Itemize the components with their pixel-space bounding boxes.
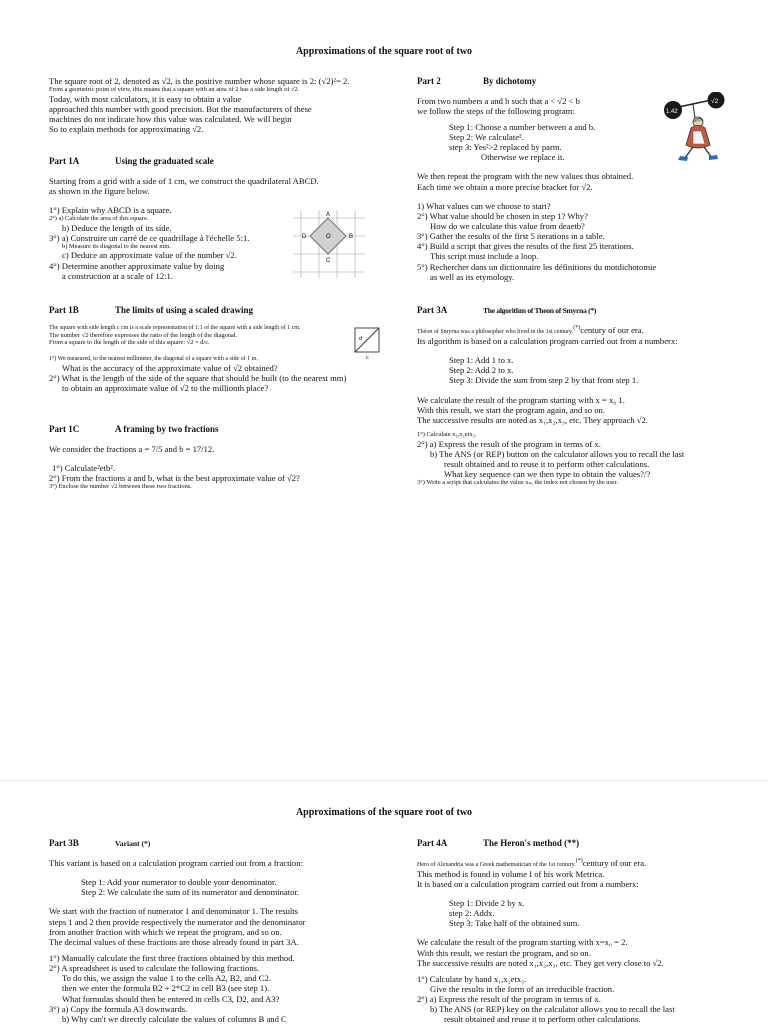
text-line: We consider the fractions a = 7/5 and b = 17/12. [49, 443, 215, 454]
part-number: Part 3B [49, 838, 79, 848]
vertex-label-d: D [302, 234, 307, 240]
question: as well as its etymology. [430, 271, 515, 282]
text-line: We then repeat the program with the new values thus obtained. [417, 171, 634, 182]
question: b) Deduce the length of its side. [62, 222, 172, 233]
question: 1°) Calculate by hand x₁,x₂etx₃. [417, 973, 527, 984]
part-title: The algorithm of Theon of Smyrna (*) [483, 306, 597, 315]
text-fragment: century of our era. [582, 857, 647, 868]
question: 5°) Rechercher dans un dictionnaire les définitions du motdichotomie [417, 261, 657, 272]
question: 1°) Manually calculate the first three fractions obtained by this method. [49, 952, 295, 963]
part-title: A framing by two fractions [115, 424, 219, 434]
question: What is the accuracy of the approximate value of √2 obtained? [62, 362, 278, 373]
text-line: steps 1 and 2 then provide respectively the numerator and the denominator [49, 916, 306, 927]
question: 2°) a) Express the result of the program in terms of x. [417, 994, 601, 1005]
question: then we enter the formula B2 + 2*C2 in cell B3 (see step 1). [62, 983, 270, 994]
text-line: With this result, we start the program again, and so on. [417, 404, 605, 415]
part-number: Part 1A [49, 156, 80, 166]
text-line: as shown in the figure below. [49, 185, 150, 196]
weight-label-left: 1.42 [666, 109, 678, 115]
page-2 [0, 780, 768, 1025]
page-title: Approximations of the square root of two [295, 46, 473, 57]
part-heading [49, 838, 306, 849]
question: What key sequence can we then type to obtain the values?/? [444, 468, 651, 479]
question: To do this, we assign the value 1 to the cells A2, B2, and C2. [62, 973, 271, 984]
part-number: Part 4A [417, 838, 448, 848]
part-heading [417, 76, 656, 87]
text-line: We start with the fraction of numerator 1 and denominator 1. The results [49, 906, 299, 917]
question: 3°) Gather the results of the first 5 iterations in a table. [417, 231, 605, 242]
text-line: we follow the steps of the following program: [417, 105, 575, 116]
part-2 [417, 76, 656, 282]
question: b) Measure its diagonal to the nearest mm. [62, 242, 171, 250]
question: 3°) a) Construire un carré de ce quadrillage à l'échelle 5:1. [49, 232, 250, 243]
part-title: Using the graduated scale [115, 156, 214, 166]
question: result obtained and to reuse it to perform other calculations. [444, 458, 650, 469]
text-line: From two numbers a and b such that a < √2 < b [417, 95, 580, 106]
question: c) Deduce an approximate value of the number √2. [62, 250, 237, 261]
weightlifter-illustration [660, 92, 742, 164]
intro-line: The square root of 2, denoted as √2, is the positive number whose square is 2: (√2)²= 2. [49, 76, 350, 86]
text-line: Each time we obtain a more precise bracket for √2. [417, 181, 593, 192]
text-line: It is based on a calculation program carried out from a numberx: [417, 878, 639, 889]
text-fragment: century of our era. [580, 324, 644, 335]
question: b) The ANS (or REP) button on the calculator allows you to recall the last [430, 448, 685, 459]
part-heading [417, 305, 684, 316]
question: 1) What values can we choose to start? [417, 200, 551, 211]
question: 2°) From the fractions a and b, what is the best approximate value of √2? [49, 472, 300, 483]
program-step: step 2: Addx. [449, 908, 495, 919]
text-line: The square with side length c cm is a scale representation of 1:1 of the square with a side length of 1 cm. [49, 324, 301, 331]
question: 1°) Calculate²etb². [52, 462, 115, 473]
question: 1°) We measured, to the nearest millimeter, the diagonal of a square with a side of 1 m. [49, 355, 258, 362]
text-fragment: Théon of Smyrna was a philosopher who lived in the 1st century. [417, 328, 574, 335]
intro-line: Today, with most calculators, it is easy to obtain a value [49, 93, 242, 104]
program-step: Step 3: Divide the sum from step 2 by that from step 1. [449, 375, 639, 386]
part-number: Part 2 [417, 76, 441, 86]
text-line: We calculate the result of the program starting with x=x₀ = 2. [417, 937, 628, 948]
program-step: Step 2: We calculate the sum of its numerator and denominator. [81, 887, 299, 898]
intro-section [49, 76, 349, 134]
vertex-label-a: A [326, 212, 331, 218]
part-3b [49, 838, 306, 1024]
text-line: Théon of Smyrna was a philosopher who lived in the 1st century.(*)century of our era. [417, 324, 644, 335]
program-step: step 3: Yes²>2 replaced by parm. [449, 142, 562, 153]
question: 1°) Calculate x₁,x₂etx₃. [417, 431, 477, 439]
part-title: The Heron's method (**) [483, 838, 580, 848]
intro-line: approached this number with good precision. But the manufacturers of these [49, 103, 312, 114]
part-heading [49, 156, 319, 167]
question: b) The ANS (or REP) key on the calculator allows you to recall the last [430, 1004, 675, 1015]
page-title: Approximations of the square root of two [295, 807, 473, 818]
question: 3°) Write a script that calculates the value xₙ, the index not chosen by the user. [417, 479, 619, 487]
program-step: Step 1: Choose a number between a and b. [449, 121, 596, 132]
part-heading [49, 424, 300, 435]
text-fragment: Hero of Alexandria was a Greek mathematician of the 1st century. [417, 861, 576, 868]
side-label-c: c [366, 355, 369, 360]
question: b) Why can't we directly calculate the values of columns B and C [62, 1013, 287, 1024]
part-title: The limits of using a scaled drawing [115, 305, 254, 315]
question: 2°) a) Calculate the area of this square. [49, 215, 149, 223]
question: 4°) Build a script that gives the results of the first 25 iterations. [417, 241, 634, 252]
part-heading [417, 838, 675, 849]
text-line: With this result, we restart the program, and so on. [417, 947, 591, 958]
question: 3°) a) Copy the formula A3 downwards. [49, 1003, 188, 1014]
text-line: We calculate the result of the program starting with x = x₀ 1. [417, 394, 625, 405]
part-number: Part 1C [49, 424, 80, 434]
program-step: Step 3: Take half of the obtained sum. [449, 918, 580, 929]
question: How do we calculate this value from deaetb? [430, 221, 585, 232]
text-line: The successive results are noted x₁,x₂,x₃, etc. They get very close to √2. [417, 957, 664, 968]
part-4a [417, 838, 675, 1025]
program-step: Step 1: Add 1 to x. [449, 355, 514, 366]
vertex-label-c: C [326, 258, 331, 264]
program-step: Step 1: Divide 2 by x. [449, 897, 525, 908]
question: 3°) Enclose the number √2 between these two fractions. [49, 483, 192, 491]
part-1a [49, 156, 319, 281]
question: This script must include a loop. [430, 251, 539, 262]
center-label-o: O [326, 234, 331, 240]
question: 2°) What value should be chosen in step 1? Why? [417, 210, 588, 221]
part-number: Part 3A [417, 305, 448, 315]
text-line: This method is found in volume I of his work Metrica. [417, 868, 605, 879]
part-number: Part 1B [49, 305, 79, 315]
question: 2°) a) Express the result of the program in terms of x. [417, 438, 601, 449]
intro-line: From a geometric point of view, this means that a square with an area of 2 has a side length of √2. [49, 86, 300, 94]
text-line: Starting from a grid with a side of 1 cm, we construct the quadrilateral ABCD. [49, 175, 319, 186]
question: Give the results in the form of an irreducible fraction. [430, 983, 615, 994]
program-step: Otherwise we replace it. [481, 152, 565, 163]
part-1b [49, 305, 346, 393]
question: 4°) Determine another approximate value by doing [49, 260, 225, 271]
part-1c [49, 424, 300, 491]
text-line: The number √2 therefore expresses the ratio of the length of the diagonal. [49, 331, 238, 339]
part-3a [417, 305, 684, 487]
grid-square-figure [287, 206, 371, 280]
diagonal-square-figure [351, 326, 383, 360]
text-line: Hero of Alexandria was a Greek mathematician of the 1st century.(*)century of our era. [417, 857, 647, 868]
question: a construction at a scale of 12:1. [62, 270, 173, 281]
text-line: Its algorithm is based on a calculation program carried out from a numberx: [417, 336, 678, 347]
question: 1°) Explain why ABCD is a square. [49, 204, 172, 215]
intro-line: machines do not indicate how this value was calculated. We will begin [49, 113, 292, 124]
part-heading [49, 305, 346, 316]
text-line: This variant is based on a calculation program carried out from a fraction: [49, 857, 303, 868]
text-line: The successive results are noted as x₁,x₂,x₃, etc. They approach √2. [417, 414, 648, 425]
part-title: Variant (*) [115, 839, 151, 848]
question: to obtain an approximate value of √2 to the millionth place? [62, 383, 269, 394]
question: 2°) What is the length of the side of the square that should be built (to the nearest mm) [49, 373, 347, 383]
program-step: Step 2: We calculate². [449, 132, 524, 143]
question: What formulas should then be entered in cells C3, D2, and A3? [62, 993, 280, 1004]
text-line: from another fraction with which we repeat the program, and so on. [49, 926, 282, 937]
question: result obtained and reuse it to perform other calculations. [444, 1014, 641, 1025]
diagonal-label-d: d [359, 336, 363, 342]
part-title: By dichotomy [483, 76, 537, 86]
text-line: From a square to the length of the side of this square: √2 = d/c. [49, 339, 210, 347]
intro-line: So to explain methods for approximating √2. [49, 124, 204, 135]
text-line: The decimal values of these fractions are those already found in part 3A. [49, 936, 299, 947]
program-step: Step 2: Add 2 to x. [449, 365, 514, 376]
weight-label-right: √2 [711, 98, 719, 105]
vertex-label-b: B [349, 234, 354, 240]
question: 2°) A spreadsheet is used to calculate the following fractions. [49, 963, 260, 974]
program-step: Step 1: Add your numerator to double your denominator. [81, 877, 277, 888]
